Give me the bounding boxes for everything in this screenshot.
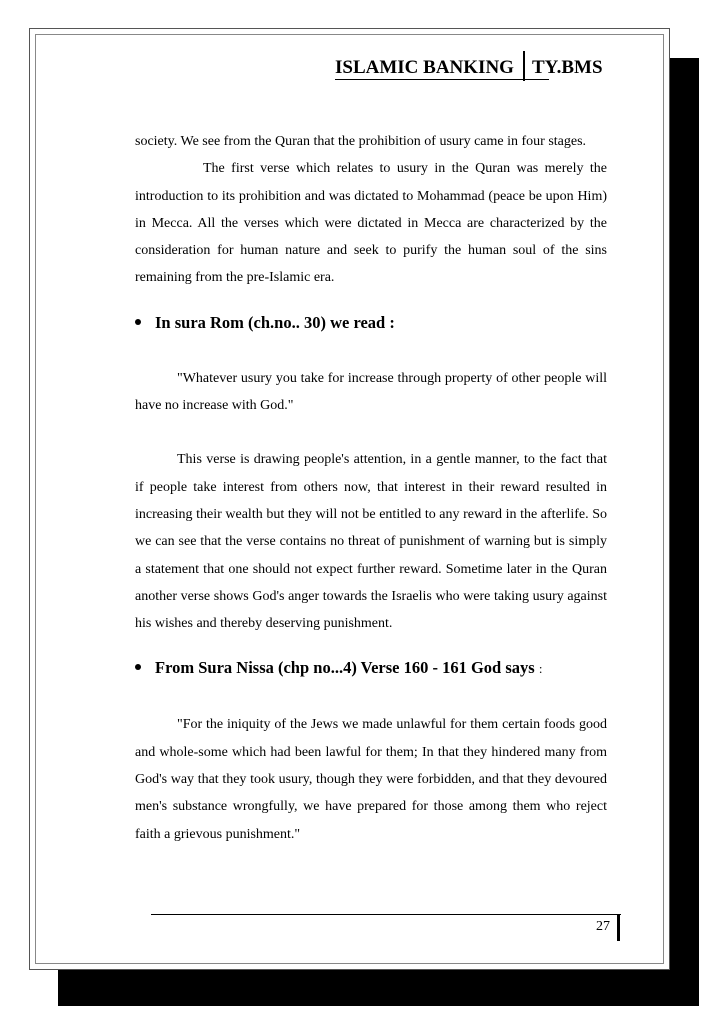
paragraph-explanation: This verse is drawing people's attention, in a gentle manner, to the fact that if people take interest from others now, that interest in their reward resulted in increasing their wealth but they will not be entitled to any reward in the afterlife. So we can see that the verse contains no threat of punishment of warning but is simply a statement that one should not expect further reward. Sometime later in the Quran another verse shows God's anger towards the Israelis who were taking usury against his wishes and thereby deserving punishment. (135, 452, 607, 632)
document-body (135, 128, 607, 848)
bullet-colon: : (538, 661, 543, 677)
quote-sura-nissa: "For the iniquity of the Jews we made unlawful for them certain foods good and whole-some which had been lawful for them; In that they hindered many from God's way that they took usury, though they were forbidden, and that they devoured men's substance wrongfully, we have prepared for those among them who reject faith a grievous punishment." (135, 717, 607, 842)
quote-sura-rom: "Whatever usury you take for increase through property of other people will have no increase with God." (135, 370, 607, 414)
page-header (335, 51, 603, 81)
bullet-heading-sura-nissa (135, 653, 607, 684)
header-title: ISLAMIC BANKING (335, 57, 514, 78)
bullet-heading-text: From Sura Nissa (chp no...4) Verse 160 - 161 God says (155, 658, 535, 678)
spacer (135, 419, 607, 446)
spacer (135, 292, 607, 308)
header-separator (523, 51, 525, 81)
header-course: TY.BMS (531, 57, 603, 78)
page-number-bar (617, 915, 620, 941)
spacer (135, 684, 607, 711)
bullet-icon (135, 319, 141, 325)
paragraph-first-verse: The first verse which relates to usury in the Quran was merely the introduction to its prohibition and was dictated to Mohammad (peace be upon Him) in Mecca. All the verses which were dictated in Mecca are characterized by the consideration for human nature and seek to purify the human soul of the sins remaining from the pre-Islamic era. (135, 161, 607, 286)
spacer (135, 338, 607, 365)
bullet-heading-sura-rom (135, 308, 607, 338)
page-number: 27 (596, 919, 610, 934)
footer-rule (151, 914, 621, 915)
spacer (135, 637, 607, 653)
bullet-heading-text: In sura Rom (ch.no.. 30) we read : (155, 312, 395, 332)
header-rule (335, 79, 549, 80)
paragraph-intro: society. We see from the Quran that the prohibition of usury came in four stages. (135, 134, 587, 149)
bullet-icon (135, 664, 141, 670)
